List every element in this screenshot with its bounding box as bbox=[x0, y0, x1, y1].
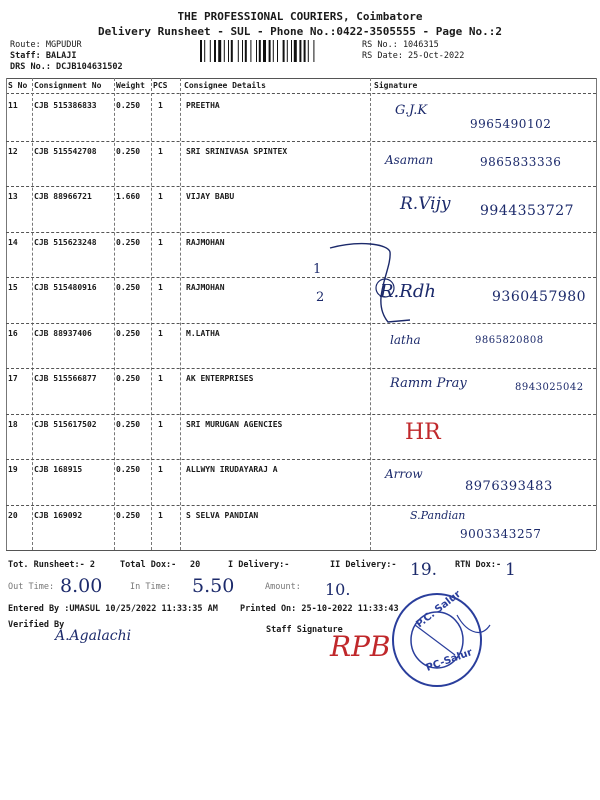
row-consignee: SRI MURUGAN AGENCIES bbox=[186, 419, 283, 429]
verified-by-label: Verified By bbox=[8, 620, 65, 630]
total-dox-label: Total Dox:- bbox=[120, 560, 177, 570]
col-signature: Signature bbox=[374, 81, 418, 90]
row-consignee: RAJMOHAN bbox=[186, 283, 225, 292]
row-phone: 8976393483 bbox=[465, 479, 553, 494]
row-signature: R.Rdh bbox=[380, 281, 436, 302]
barcode-bar bbox=[256, 40, 257, 62]
runsheet-subtitle: Delivery Runsheet - SUL - Phone No.:0422-3505555 - Page No.:2 bbox=[98, 25, 502, 38]
rtn-dox-label: RTN Dox:- bbox=[455, 560, 502, 570]
barcode-bar bbox=[214, 40, 216, 62]
margin-mark-2: 2 bbox=[316, 290, 325, 305]
row-consignment: CJB 515617502 bbox=[34, 419, 97, 429]
row-pcs: 1 bbox=[158, 237, 163, 247]
row-pcs: 1 bbox=[158, 146, 163, 156]
barcode bbox=[200, 40, 360, 62]
table-row bbox=[6, 414, 596, 460]
barcode-bar bbox=[204, 40, 205, 62]
row-signature: R.Vijy bbox=[400, 194, 451, 214]
barcode-bar bbox=[313, 40, 314, 62]
table-right-border bbox=[596, 78, 597, 550]
row-sno: 11 bbox=[8, 101, 18, 110]
margin-mark-1: 1 bbox=[313, 262, 322, 277]
barcode-bar bbox=[308, 40, 309, 62]
row-consignee: M.LATHA bbox=[186, 328, 220, 338]
row-pcs: 1 bbox=[158, 192, 163, 201]
in-time-value: 5.50 bbox=[192, 575, 235, 597]
table-header-rule bbox=[6, 93, 596, 94]
barcode-bar bbox=[224, 40, 225, 62]
staff-signature-mark: RPB bbox=[330, 630, 391, 663]
barcode-bar bbox=[200, 40, 202, 62]
rs-number: RS No.: 1046315 bbox=[362, 40, 439, 50]
barcode-bar bbox=[238, 40, 239, 62]
row-pcs: 1 bbox=[158, 465, 163, 474]
route-label: Route: MGPUDUR bbox=[10, 40, 82, 50]
row-consignee: SRI SRINIVASA SPINTEX bbox=[186, 146, 288, 156]
barcode-bar bbox=[210, 40, 211, 62]
out-time-value: 8.00 bbox=[60, 575, 103, 597]
row-consignment: CJB 515623248 bbox=[34, 237, 97, 247]
row-consignee: ALLWYN IRUDAYARAJ A bbox=[186, 465, 278, 474]
margin-bracket bbox=[300, 230, 410, 330]
second-delivery-label: II Delivery:- bbox=[330, 560, 397, 570]
row-consignee: PREETHA bbox=[186, 101, 220, 110]
row-sno: 14 bbox=[8, 237, 18, 247]
barcode-bar bbox=[218, 40, 221, 62]
row-phone: 9003343257 bbox=[460, 526, 542, 541]
row-weight: 0.250 bbox=[116, 146, 141, 156]
row-signature: latha bbox=[390, 332, 421, 347]
row-sno: 16 bbox=[8, 328, 18, 338]
rtn-dox-hand: 1 bbox=[505, 560, 516, 580]
row-sno: 12 bbox=[8, 146, 18, 156]
drs-number: DRS No.: DCJB104631502 bbox=[10, 62, 123, 72]
row-phone: 8943025042 bbox=[515, 382, 584, 393]
row-consignment: CJB 88937406 bbox=[34, 328, 92, 338]
staff-label: Staff: BALAJI bbox=[10, 51, 77, 61]
row-phone: 9865833336 bbox=[480, 154, 562, 169]
barcode-bar bbox=[283, 40, 285, 62]
second-delivery-hand: 19. bbox=[410, 560, 438, 580]
row-pcs: 1 bbox=[158, 510, 163, 520]
barcode-bar bbox=[263, 40, 266, 62]
amount-value: 10. bbox=[325, 580, 351, 599]
row-consignment: CJB 88966721 bbox=[34, 192, 92, 201]
row-signature: Arrow bbox=[385, 467, 423, 481]
stamp-text-top: P.C. Salur bbox=[414, 588, 464, 631]
total-runsheet: Tot. Runsheet:- 2 bbox=[8, 560, 95, 570]
table-top-rule bbox=[6, 78, 596, 79]
col-pcs: PCS bbox=[153, 81, 168, 90]
amount-label: Amount: bbox=[265, 582, 301, 592]
row-signature: S.Pandian bbox=[410, 508, 466, 522]
row-sno: 13 bbox=[8, 192, 18, 201]
row-consignment: CJB 515480916 bbox=[34, 283, 97, 292]
barcode-bar bbox=[259, 40, 261, 62]
barcode-bar bbox=[291, 40, 292, 62]
row-sno: 17 bbox=[8, 374, 18, 383]
row-signature: Asaman bbox=[385, 152, 434, 167]
row-consignee: RAJMOHAN bbox=[186, 237, 225, 247]
row-weight: 0.250 bbox=[116, 101, 141, 110]
company-title: THE PROFESSIONAL COURIERS, Coimbatore bbox=[177, 10, 423, 23]
row-pcs: 1 bbox=[158, 283, 163, 292]
row-sno: 19 bbox=[8, 465, 18, 474]
printed-on: Printed On: 25-10-2022 11:33:43 bbox=[240, 604, 399, 614]
barcode-bar bbox=[228, 40, 229, 62]
row-consignee: VIJAY BABU bbox=[186, 192, 235, 201]
table-header bbox=[6, 80, 596, 92]
stamp-text-bottom: PC-Salur bbox=[424, 647, 474, 674]
row-sno: 18 bbox=[8, 419, 18, 429]
barcode-bar bbox=[304, 40, 306, 62]
table-row bbox=[6, 368, 596, 414]
row-signature: Ramm Pray bbox=[390, 376, 467, 391]
row-weight: 0.250 bbox=[116, 328, 141, 338]
row-consignment: CJB 515542708 bbox=[34, 146, 97, 156]
staff-signature-label: Staff Signature bbox=[266, 625, 343, 635]
row-pcs: 1 bbox=[158, 419, 163, 429]
row-weight: 0.250 bbox=[116, 374, 141, 383]
first-delivery-label: I Delivery:- bbox=[228, 560, 290, 570]
out-time-label: Out Time: bbox=[8, 582, 55, 592]
row-signature: G.J.K bbox=[395, 103, 428, 118]
row-weight: 0.250 bbox=[116, 419, 141, 429]
col-weight: Weight bbox=[116, 81, 145, 90]
row-phone: 9965490102 bbox=[470, 117, 552, 131]
row-consignee: AK ENTERPRISES bbox=[186, 374, 254, 383]
table-bottom-rule bbox=[6, 550, 596, 551]
row-consignment: CJB 169092 bbox=[34, 510, 83, 520]
col-sno: S No bbox=[8, 81, 28, 90]
row-phone: 9944353727 bbox=[480, 203, 575, 219]
barcode-bar bbox=[250, 40, 251, 62]
barcode-bar bbox=[245, 40, 247, 62]
row-consignment: CJB 515566877 bbox=[34, 374, 97, 383]
row-phone: 9360457980 bbox=[492, 289, 587, 305]
row-consignment: CJB 515386833 bbox=[34, 101, 97, 110]
row-pcs: 1 bbox=[158, 101, 163, 110]
row-pcs: 1 bbox=[158, 328, 163, 338]
row-weight: 1.660 bbox=[116, 192, 141, 201]
barcode-bar bbox=[287, 40, 288, 62]
row-weight: 0.250 bbox=[116, 510, 141, 520]
col-consignee: Consignee Details bbox=[184, 81, 266, 90]
barcode-bar bbox=[242, 40, 243, 62]
row-consignment: CJB 168915 bbox=[34, 465, 83, 474]
row-weight: 0.250 bbox=[116, 283, 141, 292]
row-signature: HR bbox=[405, 419, 441, 445]
rs-date: RS Date: 25-Oct-2022 bbox=[362, 51, 465, 61]
barcode-bar bbox=[269, 40, 271, 62]
col-consignment: Consignment No bbox=[34, 81, 102, 90]
in-time-label: In Time: bbox=[130, 582, 171, 592]
row-weight: 0.250 bbox=[116, 465, 141, 474]
verified-signature: A.Agalachi bbox=[55, 628, 132, 644]
barcode-bar bbox=[273, 40, 274, 62]
barcode-bar bbox=[294, 40, 297, 62]
barcode-bar bbox=[299, 40, 301, 62]
row-phone: 9865820808 bbox=[475, 334, 544, 346]
barcode-bar bbox=[277, 40, 278, 62]
entered-by: Entered By :UMASUL 10/25/2022 11:33:35 AM bbox=[8, 604, 218, 614]
row-pcs: 1 bbox=[158, 374, 163, 383]
row-sno: 20 bbox=[8, 510, 18, 520]
total-dox-value: 20 bbox=[190, 560, 201, 570]
row-weight: 0.250 bbox=[116, 237, 141, 247]
barcode-bar bbox=[231, 40, 233, 62]
row-sno: 15 bbox=[8, 283, 18, 292]
row-consignee: S SELVA PANDIAN bbox=[186, 510, 259, 520]
